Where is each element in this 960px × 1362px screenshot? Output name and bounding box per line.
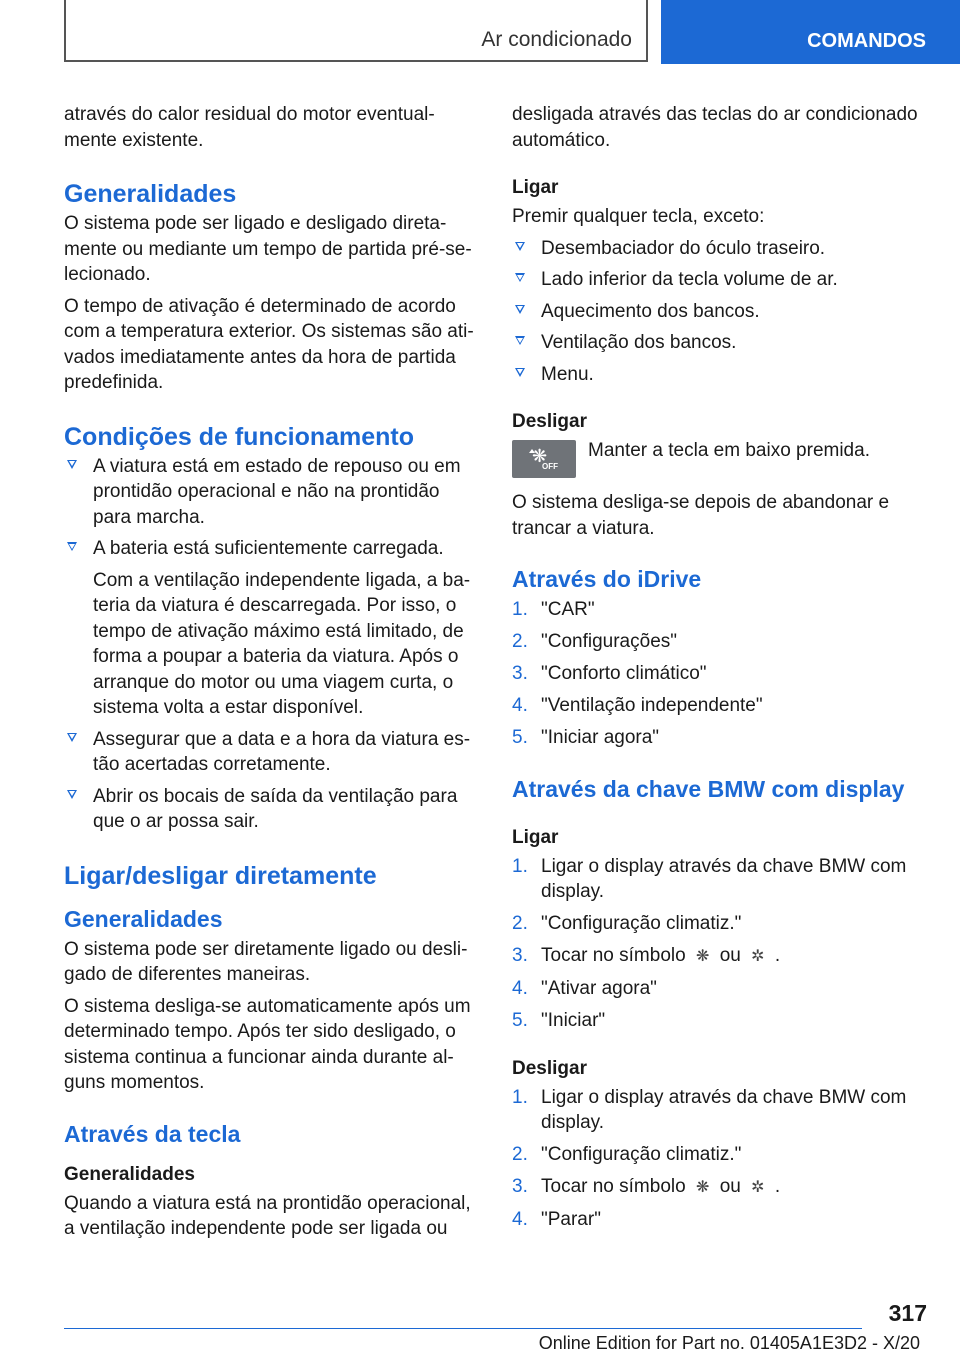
numbered-step: 2. "Configuração climatiz." — [512, 913, 742, 934]
fan-auto-icon: ✲ — [751, 948, 765, 965]
list-item: Assegurar que a data e a hora da viatura es-tão acertadas corretamente. — [64, 727, 478, 778]
key-instruction-text: Manter a tecla em baixo premida. — [588, 440, 870, 461]
chapter-box — [64, 0, 648, 62]
page-number: 317 — [888, 1300, 927, 1326]
section-title: COMANDOS — [807, 30, 926, 52]
paragraph: O sistema pode ser ligado e desligado direta-mente ou mediante um tempo de partida pré-se-lecionado. — [64, 213, 472, 285]
list-item: Aquecimento dos bancos. — [512, 299, 922, 325]
list-item: A bateria está suficientemente carregada. — [64, 536, 478, 562]
triangle-bullet-icon — [67, 733, 77, 742]
numbered-step: 4. "Parar" — [512, 1209, 601, 1230]
minor-heading-off: Desligar — [512, 1057, 587, 1079]
footer-divider — [64, 1328, 862, 1329]
subheading-key-display: Através da chave BMW com display — [512, 775, 905, 802]
list-item: Lado inferior da tecla volume de ar. — [512, 267, 922, 293]
numbered-step: 1. Ligar o display através da chave BMW com display. — [512, 855, 907, 902]
section-tab — [661, 0, 960, 64]
list-item: Abrir os bocais de saída da ventilação para que o ar possa sair. — [64, 784, 478, 835]
minor-heading-off: Desligar — [512, 411, 587, 432]
fan-icon: ❋ — [695, 948, 710, 965]
numbered-step: 3. Tocar no símbolo ❋ ou ✲ . — [512, 943, 922, 970]
list-item: A viatura está em estado de repouso ou em prontidão operacional e não na prontidão para marcha. — [64, 454, 478, 531]
triangle-bullet-icon — [67, 790, 77, 799]
triangle-bullet-icon — [515, 368, 525, 377]
minor-heading-on: Ligar — [512, 826, 559, 848]
fan-auto-icon: ✲ — [751, 1179, 765, 1196]
numbered-step: 2. "Configurações" — [512, 631, 678, 652]
minor-heading: Generalidades — [64, 1163, 195, 1185]
list-item-continuation: Com a ventilação independente ligada, a ba-teria da viatura é descarregada. Por isso, o tempo de ativação máximo está limitado, de forma a poupar a bateria da viatura. Após o arranque do motor ou uma viagem curta, o sistema volta a estar disponível. — [93, 569, 471, 718]
fan-icon: ❋ — [695, 1179, 710, 1196]
paragraph: Premir qualquer tecla, exceto: — [512, 206, 765, 227]
edition-footer: Online Edition for Part no. 01405A1E3D2 - X/20 — [538, 1333, 920, 1353]
triangle-bullet-icon — [67, 460, 77, 469]
subheading-idrive: Através do iDrive — [512, 566, 702, 592]
off-label: OFF — [542, 462, 558, 471]
numbered-step: 5. "Iniciar" — [512, 1010, 606, 1031]
list-item: Ventilação dos bancos. — [512, 330, 922, 356]
numbered-step: 1. Ligar o display através da chave BMW com display. — [512, 1086, 907, 1133]
intro-paragraph: desligada através das teclas do ar condicionado automático. — [512, 104, 918, 151]
heading-direct: Ligar/desligar diretamente — [64, 861, 377, 890]
subheading-generalidades: Generalidades — [64, 905, 223, 932]
heading-conditions: Condições de funcionamento — [64, 422, 415, 451]
triangle-bullet-icon — [515, 273, 525, 282]
list-item: Menu. — [512, 362, 922, 388]
left-column — [64, 102, 478, 1248]
numbered-step: 4. "Ativar agora" — [512, 978, 657, 999]
key-instruction — [512, 438, 922, 480]
heading-generalidades: Generalidades — [64, 180, 237, 208]
paragraph: O tempo de ativação é determinado de acordo com a temperatura exterior. Os sistemas são ati-vados imediatamente antes da hora de partida predefinida. — [64, 295, 474, 393]
fan-off-key-icon — [512, 440, 576, 478]
triangle-bullet-icon — [515, 242, 525, 251]
paragraph: Quando a viatura está na prontidão operacional, a ventilação independente pode ser ligada ou — [64, 1192, 471, 1239]
numbered-step: 3. Tocar no símbolo ❋ ou ✲ . — [512, 1174, 922, 1201]
minor-heading-on: Ligar — [512, 177, 559, 198]
paragraph: O sistema pode ser diretamente ligado ou desli-gado de diferentes maneiras. — [64, 938, 468, 985]
intro-paragraph: através do calor residual do motor eventual-mente existente. — [64, 104, 435, 151]
numbered-step: 2. "Configuração climatiz." — [512, 1144, 742, 1165]
numbered-step: 5. "Iniciar agora" — [512, 727, 660, 748]
page-header — [0, 0, 960, 66]
triangle-bullet-icon — [515, 305, 525, 314]
subheading-button: Através da tecla — [64, 1120, 241, 1147]
chapter-title: Ar condicionado — [481, 28, 632, 51]
list-item: Desembaciador do óculo traseiro. — [512, 236, 922, 262]
right-column — [512, 102, 922, 1239]
numbered-step: 1. "CAR" — [512, 599, 595, 620]
numbered-step: 3. "Conforto climático" — [512, 663, 707, 684]
paragraph: O sistema desliga-se automaticamente após um determinado tempo. Após ter sido desligado, o sistema continua a funcionar ainda durante al-guns momentos. — [64, 995, 471, 1093]
fan-icon: ❋ — [532, 446, 548, 466]
triangle-bullet-icon — [515, 336, 525, 345]
triangle-bullet-icon — [67, 542, 77, 551]
numbered-step: 4. "Ventilação independente" — [512, 695, 763, 716]
paragraph: O sistema desliga-se depois de abandonar e trancar a viatura. — [512, 492, 890, 539]
